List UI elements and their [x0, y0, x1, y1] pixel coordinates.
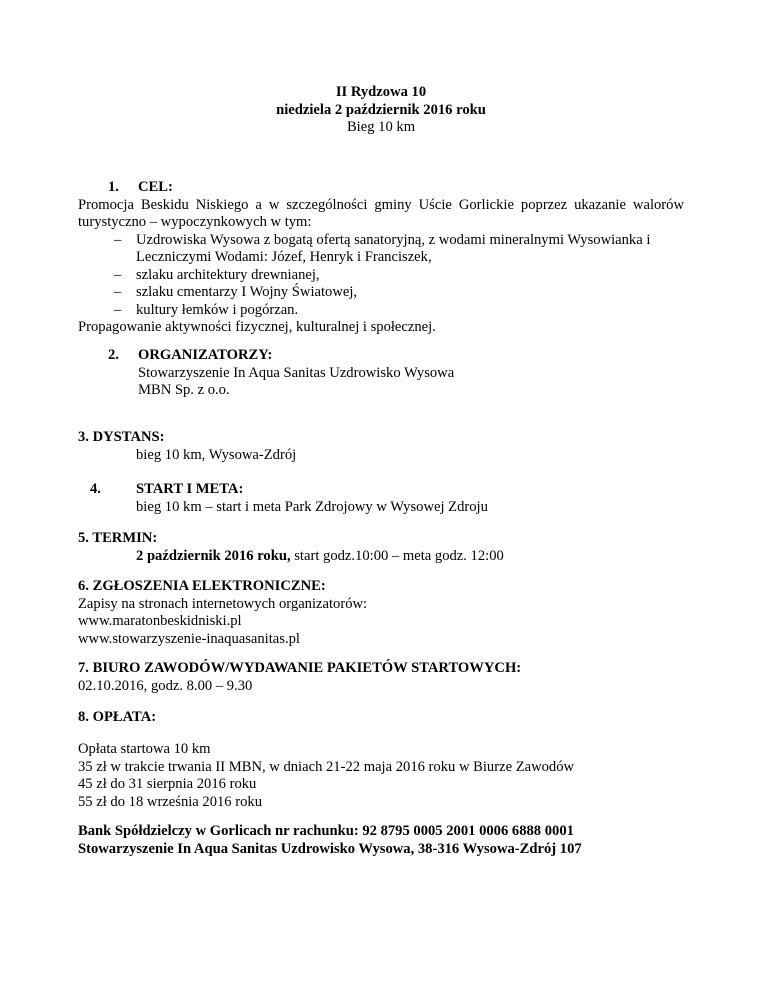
- fee-line: 55 zł do 18 września 2016 roku: [78, 793, 263, 810]
- section-termin: [78, 530, 684, 565]
- section-text: bieg 10 km, Wysowa-Zdrój: [136, 446, 297, 463]
- section-text: bieg 10 km – start i meta Park Zdrojowy w Wysowej Zdroju: [136, 498, 488, 515]
- section-outro: Propagowanie aktywności fizycznej, kulturalnej i społecznej.: [78, 319, 436, 335]
- fee-line: 45 zł do 31 sierpnia 2016 roku: [78, 776, 257, 792]
- section-intro: Promocja Beskidu Niskiego a w szczególności gminy Uście Gorlickie poprzez ukazanie walorów turystyczno – wypoczynkowych w tym:: [78, 196, 684, 230]
- list-item: – kultury łemków i pogórzan.: [114, 301, 299, 318]
- website-link: www.maratonbeskidniski.pl: [78, 613, 242, 629]
- section-heading: 1. CEL:: [108, 179, 173, 195]
- section-heading: 7. BIURO ZAWODÓW/WYDAWANIE PAKIETÓW STARTOWYCH:: [78, 660, 522, 676]
- fee-line: 35 zł w trakcie trwania II MBN, w dniach 21-22 maja 2016 roku w Biurze Zawodów: [78, 758, 575, 775]
- list-item: – Uzdrowiska Wysowa z bogatą ofertą sanatoryjną, z wodami mineralnymi Wysowianka i Leczniczymi Wodami: Józef, Henryk i Franciszek,: [114, 231, 651, 265]
- organizer-name: Stowarzyszenie In Aqua Sanitas Uzdrowisko Wysowa: [138, 364, 455, 381]
- section-oplata: [78, 709, 684, 727]
- termin-times: start godz.10:00 – meta godz. 12:00: [290, 547, 504, 564]
- website-link: www.stowarzyszenie-inaquasanitas.pl: [78, 630, 300, 647]
- section-heading: 4. START I META:: [90, 481, 244, 497]
- termin-date: 2 październik 2016 roku,: [136, 547, 291, 564]
- bank-recipient: Stowarzyszenie In Aqua Sanitas Uzdrowisko Wysowa, 38-316 Wysowa-Zdrój 107: [78, 840, 582, 857]
- section-heading: 5. TERMIN:: [78, 530, 158, 546]
- event-title: II Rydzowa 10: [335, 84, 427, 100]
- section-text: 02.10.2016, godz. 8.00 – 9.30: [78, 677, 253, 694]
- oplata-details: [78, 741, 684, 811]
- section-cel: [78, 179, 684, 337]
- section-biuro: [78, 660, 684, 695]
- bank-details: [78, 823, 718, 858]
- section-text: Zapisy na stronach internetowych organizatorów:: [78, 595, 368, 612]
- section-zgloszenia: [78, 578, 684, 648]
- list-item: – szlaku cmentarzy I Wojny Światowej,: [114, 284, 358, 300]
- section-heading: 2. ORGANIZATORZY:: [108, 347, 273, 363]
- event-date: niedziela 2 październik 2016 roku: [276, 101, 486, 118]
- section-heading: 8. OPŁATA:: [78, 709, 157, 725]
- document-header: [78, 84, 684, 137]
- fee-line: Opłata startowa 10 km: [78, 741, 211, 757]
- cel-list: [78, 232, 684, 320]
- section-start-meta: [78, 481, 684, 516]
- organizer-list: [78, 365, 684, 400]
- bank-account: Bank Spółdzielczy w Gorlicach nr rachunku: 92 8795 0005 2001 0006 6888 0001: [78, 823, 574, 839]
- section-text: [78, 548, 684, 566]
- section-heading: 3. DYSTANS:: [78, 429, 165, 445]
- section-dystans: [78, 429, 684, 464]
- organizer-name: MBN Sp. z o.o.: [138, 382, 230, 398]
- event-distance: Bieg 10 km: [346, 119, 416, 135]
- list-item: – szlaku architektury drewnianej,: [114, 266, 320, 283]
- section-heading: 6. ZGŁOSZENIA ELEKTRONICZNE:: [78, 578, 326, 594]
- section-organizatorzy: [78, 347, 684, 400]
